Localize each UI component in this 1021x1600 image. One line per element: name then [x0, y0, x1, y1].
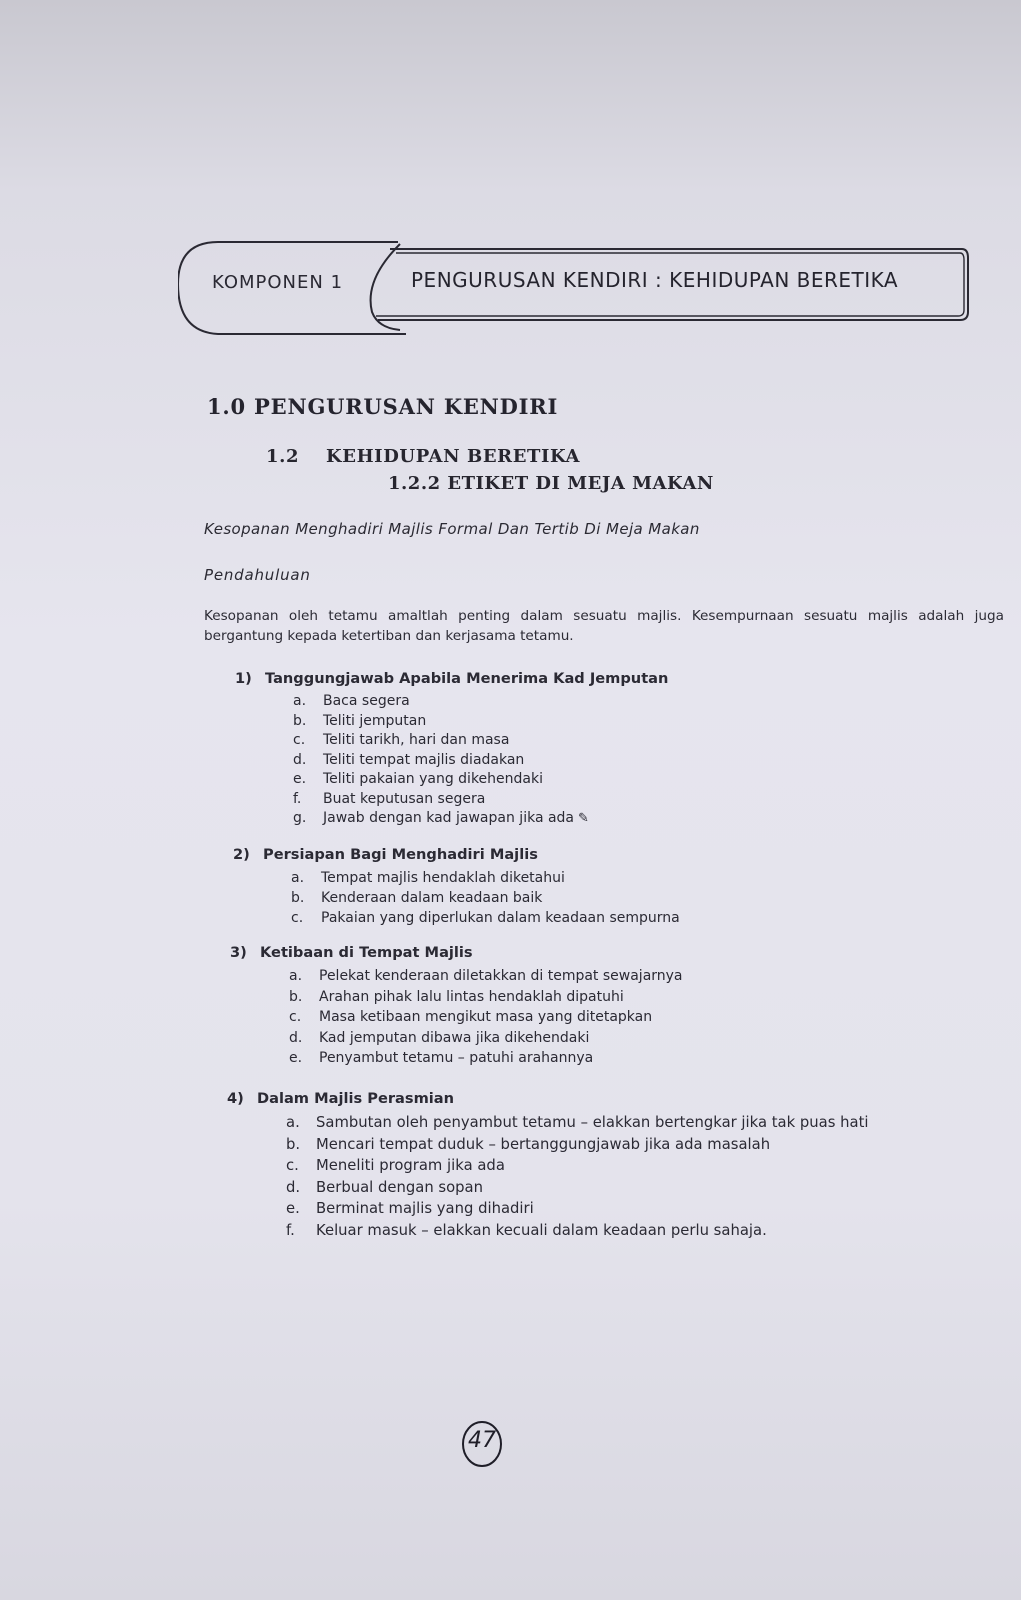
item-letter: c. [289, 1009, 302, 1025]
list-item [293, 809, 668, 829]
item-text: Penyambut tetamu – patuhi arahannya [319, 1050, 594, 1066]
item-text: Baca segera [323, 693, 410, 709]
list-item [286, 1220, 868, 1242]
pendahuluan-heading: Pendahuluan [204, 566, 311, 584]
item-letter: e. [286, 1200, 300, 1217]
item-text: Mencari tempat duduk – bertanggungjawab jika ada masalah [316, 1135, 771, 1153]
item-letter: c. [293, 732, 306, 748]
item-letter: b. [289, 988, 303, 1005]
item-text: Pelekat kenderaan diletakkan di tempat sewajarnya [319, 968, 683, 984]
list-item [289, 966, 683, 987]
list-item [286, 1134, 868, 1156]
item-text: Masa ketibaan mengikut masa yang ditetapkan [319, 1009, 653, 1025]
item-text: Teliti tarikh, hari dan masa [323, 732, 510, 748]
banner-title: PENGURUSAN KENDIRI : KEHIDUPAN BERETIKA [411, 268, 899, 292]
page-number [458, 1420, 506, 1468]
item-letter: d. [293, 751, 307, 768]
item-letter: g. [293, 810, 307, 826]
section-number: 3) [230, 944, 247, 961]
list-item [291, 908, 680, 928]
page-number-text: 47 [468, 1428, 496, 1453]
section-list [293, 692, 668, 829]
item-letter: e. [293, 771, 307, 787]
item-letter: a. [291, 870, 305, 886]
section-2 [233, 846, 680, 928]
section-title: Dalam Majlis Perasmian [257, 1090, 455, 1107]
pencil-icon: ✎ [578, 811, 589, 826]
item-text: Tempat majlis hendaklah diketahui [321, 870, 565, 886]
section-heading [233, 846, 680, 868]
section-number: 2) [233, 846, 250, 863]
item-letter: a. [293, 693, 307, 709]
item-letter: b. [286, 1135, 301, 1153]
heading-2-number: 1.2 [266, 446, 300, 467]
item-letter: e. [289, 1050, 303, 1066]
item-letter: d. [286, 1178, 301, 1196]
heading-2-text: KEHIDUPAN BERETIKA [326, 446, 581, 467]
list-item [293, 692, 668, 712]
item-text: Kad jemputan dibawa jika dikehendaki [319, 1029, 590, 1046]
list-item [293, 770, 668, 790]
komponen-label: KOMPONEN 1 [212, 272, 344, 293]
item-letter: c. [286, 1157, 299, 1174]
list-item [289, 1007, 683, 1028]
heading-3: 1.2.2 ETIKET DI MEJA MAKAN [388, 473, 714, 494]
section-number: 4) [227, 1090, 244, 1107]
item-letter: d. [289, 1029, 303, 1046]
section-number: 1) [235, 670, 252, 687]
section-list [286, 1112, 868, 1241]
item-letter: a. [286, 1114, 300, 1131]
subtitle: Kesopanan Menghadiri Majlis Formal Dan Tertib Di Meja Makan [204, 520, 700, 538]
item-text: Sambutan oleh penyambut tetamu – elakkan bertengkar jika tak puas hati [316, 1114, 869, 1131]
intro-paragraph: Kesopanan oleh tetamu amaltlah penting dalam sesuatu majlis. Kesempurnaan sesuatu majlis adalah juga bergantung kepada ketertiban dan kerjasama tetamu. [204, 608, 1004, 644]
list-item [293, 790, 668, 810]
heading-2 [266, 446, 580, 467]
heading-1: 1.0 PENGURUSAN KENDIRI [207, 394, 559, 419]
section-4 [227, 1090, 868, 1241]
item-text: Teliti jemputan [323, 712, 427, 729]
item-text: Teliti pakaian yang dikehendaki [323, 771, 543, 787]
section-heading [230, 944, 683, 966]
item-letter: a. [289, 968, 303, 984]
list-item [286, 1155, 868, 1177]
item-text: Keluar masuk – elakkan kecuali dalam keadaan perlu sahaja. [316, 1221, 767, 1239]
item-letter: b. [293, 712, 307, 729]
item-text: Meneliti program jika ada [316, 1157, 505, 1174]
item-text: Jawab dengan kad jawapan jika ada [323, 810, 575, 826]
item-letter: f. [293, 790, 302, 807]
list-item [289, 987, 683, 1008]
item-text: Berminat majlis yang dihadiri [316, 1200, 534, 1217]
item-letter: f. [286, 1221, 295, 1239]
list-item [293, 751, 668, 771]
list-item [289, 1048, 683, 1069]
section-heading [227, 1090, 868, 1112]
section-title: Persiapan Bagi Menghadiri Majlis [263, 846, 538, 863]
section-1 [235, 670, 668, 829]
section-list [291, 868, 680, 928]
item-text: Berbual dengan sopan [316, 1178, 484, 1196]
list-item [293, 731, 668, 751]
item-text: Kenderaan dalam keadaan baik [321, 890, 543, 906]
header-banner [178, 240, 988, 340]
section-heading [235, 670, 668, 692]
section-list [289, 966, 683, 1069]
item-letter: c. [291, 910, 304, 926]
section-title: Ketibaan di Tempat Majlis [260, 944, 473, 961]
item-text: Teliti tempat majlis diadakan [323, 751, 525, 768]
section-3 [230, 944, 683, 1069]
list-item [289, 1028, 683, 1049]
item-text: Buat keputusan segera [323, 790, 486, 807]
list-item [293, 712, 668, 732]
list-item [286, 1177, 868, 1199]
item-letter: b. [291, 890, 305, 906]
item-text: Pakaian yang diperlukan dalam keadaan sempurna [321, 910, 680, 926]
item-text: Arahan pihak lalu lintas hendaklah dipatuhi [319, 988, 624, 1005]
list-item [291, 868, 680, 888]
list-item [286, 1112, 868, 1134]
list-item [291, 888, 680, 908]
section-title: Tanggungjawab Apabila Menerima Kad Jemputan [265, 670, 669, 687]
list-item [286, 1198, 868, 1220]
